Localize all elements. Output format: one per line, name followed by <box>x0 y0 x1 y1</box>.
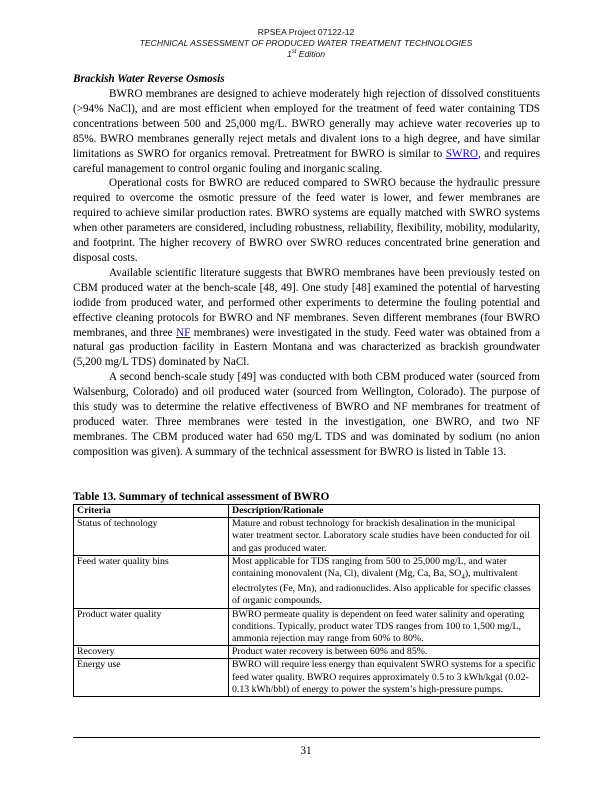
description-cell: Product water recovery is between 60% and 85%. <box>229 646 540 659</box>
criteria-cell: Recovery <box>74 646 229 659</box>
table-row <box>74 646 540 659</box>
footer-divider <box>73 737 540 738</box>
table-header-row <box>74 505 540 518</box>
criteria-cell: Energy use <box>74 659 229 697</box>
criteria-cell: Status of technology <box>74 518 229 556</box>
column-header-criteria: Criteria <box>74 505 229 518</box>
table-row <box>74 608 540 646</box>
header-project: RPSEA Project 07122-12 <box>257 27 355 37</box>
criteria-cell: Product water quality <box>74 608 229 646</box>
table-row <box>74 518 540 556</box>
nf-link[interactable]: NF <box>176 326 191 339</box>
paragraph-2: Operational costs for BWRO are reduced compared to SWRO because the hydraulic pressure required to overcome the osmotic pressure of the feed water is lower, and fewer membranes are required to achieve similar production rates. BWRO systems are equally matched with SWRO systems when other parameters are considered, including robustness, reliability, flexibility, mobility, modularity, and footprint. The higher recovery of BWRO over SWRO reduces concentrated brine generation and disposal costs. <box>73 177 540 264</box>
paragraph-4: A second bench-scale study [49] was conducted with both CBM produced water (sourced from Walsenburg, Colorado) and oil produced water (sourced from Wellington, Colorado). The purpose of this study was to determine the relative effectiveness of BWRO and NF membranes for treatment of produced water. Three membranes were tested in the investigation, one BWRO, and two NF membranes. The CBM produced water had 650 mg/L TDS and was dominated by sodium (no anion composition was given). A summary of the technical assessment for BWRO is listed in Table 13. <box>73 371 540 458</box>
main-content <box>73 72 540 460</box>
page-header <box>0 27 612 60</box>
table-title: Table 13. Summary of technical assessment of BWRO <box>73 491 330 503</box>
header-edition: 1st Edition <box>286 49 326 59</box>
paragraph-1: BWRO membranes are designed to achieve moderately high rejection of dissolved constituents (>94% NaCl), and are most efficient when employed for the treatment of feed water containing TDS concentrations between 500 and 25,000 mg/L. BWRO generally may achieve water recoveries up to 85%. BWRO membranes generally reject metals and divalent ions to a high degree, and have similar limitations as SWRO for organics removal. Pretreatment for BWRO is similar to SWRO, and requires careful management to control organic fouling and inorganic scaling. <box>73 88 540 175</box>
swro-link[interactable]: SWRO <box>445 147 479 160</box>
criteria-cell: Feed water quality bins <box>74 555 229 608</box>
page-number: 31 <box>300 745 312 757</box>
column-header-description: Description/Rationale <box>229 505 540 518</box>
table-row <box>74 659 540 697</box>
section-title: Brackish Water Reverse Osmosis <box>73 73 225 85</box>
bwro-assessment-table <box>73 504 540 697</box>
description-cell: BWRO will require less energy than equivalent SWRO systems for a specific feed water quality. BWRO requires approximately 0.5 to 3 kWh/kgal (0.02-0.13 kWh/bbl) of energy to power the system’s high-pressure pumps. <box>229 659 540 697</box>
header-report-title: TECHNICAL ASSESSMENT OF PRODUCED WATER TREATMENT TECHNOLOGIES <box>139 38 473 48</box>
paragraph-3: Available scientific literature suggests that BWRO membranes have been previously tested on CBM produced water at the bench-scale [48, 49]. One study [48] examined the potential of harvesting iodide from produced water, and performed other experiments to determine the fouling potential and effective cleaning protocols for BWRO and NF membranes. Seven different membranes (four BWRO membranes, and three NF membranes) were investigated in the study. Feed water was obtained from a natural gas production facility in Eastern Montana and was characterized as brackish groundwater (5,200 mg/L TDS) dominated by NaCl. <box>73 266 540 369</box>
table-row <box>74 555 540 608</box>
description-cell: BWRO permeate quality is dependent on feed water salinity and operating conditions. Typically, product water TDS ranges from 100 to 1,500 mg/L, ammonia rejection may range from 60% to 80%. <box>229 608 540 646</box>
description-cell: Most applicable for TDS ranging from 500 to 25,000 mg/L, and water containing monovalent (Na, Cl), divalent (Mg, Ca, Ba, $SO_4$), multivalent electrolytes (Fe, Mn), and radionuclides. Also applicable for specific classes of organic compounds. <box>229 555 540 608</box>
description-cell: Mature and robust technology for brackish desalination in the municipal water treatment sector. Laboratory scale studies have been conducted for oil and gas produced water. <box>229 518 540 556</box>
